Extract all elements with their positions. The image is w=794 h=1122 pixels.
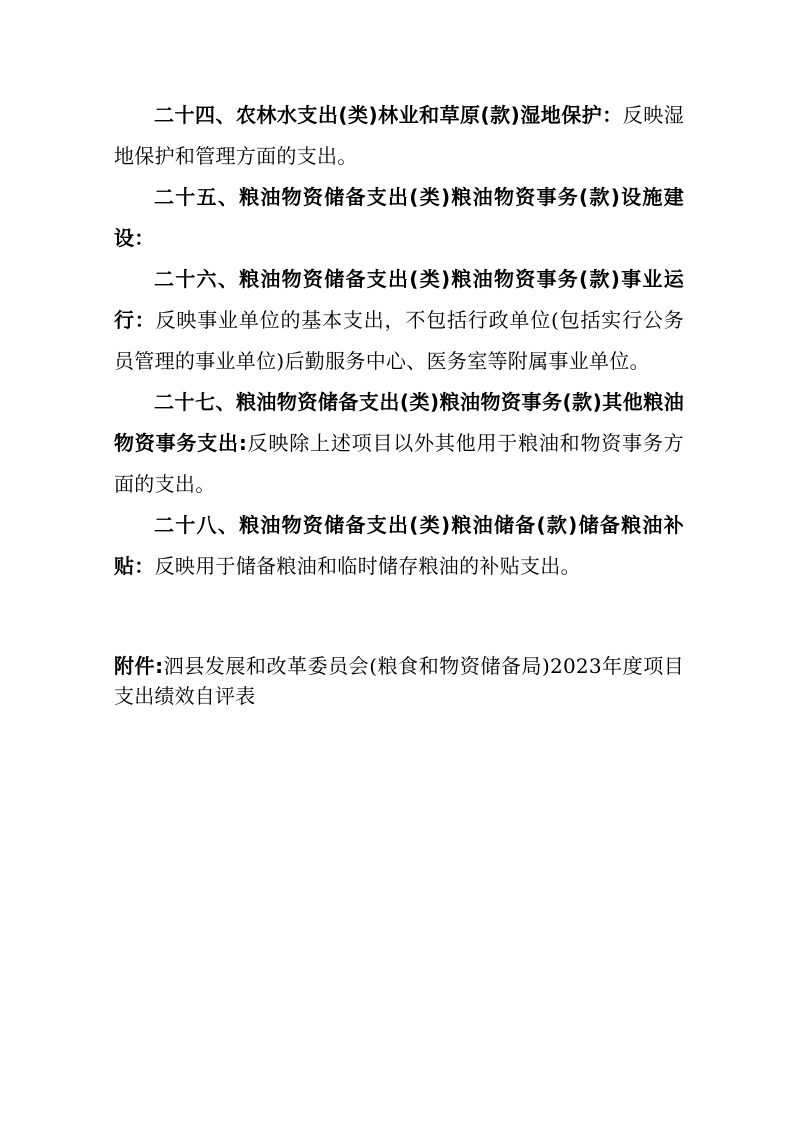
paragraph-heading: 二十四、农林水支出(类)林业和草原(款)湿地保护： <box>154 103 623 127</box>
paragraph-body: 反映事业单位的基本支出，不包括行政单位(包括实行公务员管理的事业单位)后勤服务中心、医务室等附属事业单位。 <box>114 308 684 373</box>
paragraph-heading: 二十五、粮油物资储备支出(类)粮油物资事务(款)设施建设： <box>114 185 684 250</box>
attachment-note <box>114 651 684 711</box>
attachment-text: 泗县发展和改革委员会(粮食和物资储备局)2023年度项目支出绩效自评表 <box>114 654 684 708</box>
paragraph-body: 反映用于储备粮油和临时储存粮油的补贴支出。 <box>154 554 581 578</box>
paragraph-item-28 <box>114 505 684 587</box>
paragraph-body: 反映湿地保护和管理方面的支出。 <box>114 103 685 168</box>
document-page <box>114 95 684 711</box>
paragraph-item-27 <box>114 382 684 505</box>
paragraph-item-24 <box>114 95 684 177</box>
paragraph-heading: 二十八、粮油物资储备支出(类)粮油储备(款)储备粮油补贴： <box>114 513 684 578</box>
paragraph-item-25 <box>114 177 684 259</box>
attachment-label: 附件: <box>114 654 164 678</box>
section-spacer <box>114 587 684 651</box>
paragraph-body: 反映除上述项目以外其他用于粮油和物资事务方面的支出。 <box>114 431 684 496</box>
paragraph-heading: 二十七、粮油物资储备支出(类)粮油物资事务(款)其他粮油物资事务支出: <box>114 390 684 455</box>
paragraph-item-26 <box>114 259 684 382</box>
paragraph-heading: 二十六、粮油物资储备支出(类)粮油物资事务(款)事业运行： <box>114 267 684 332</box>
